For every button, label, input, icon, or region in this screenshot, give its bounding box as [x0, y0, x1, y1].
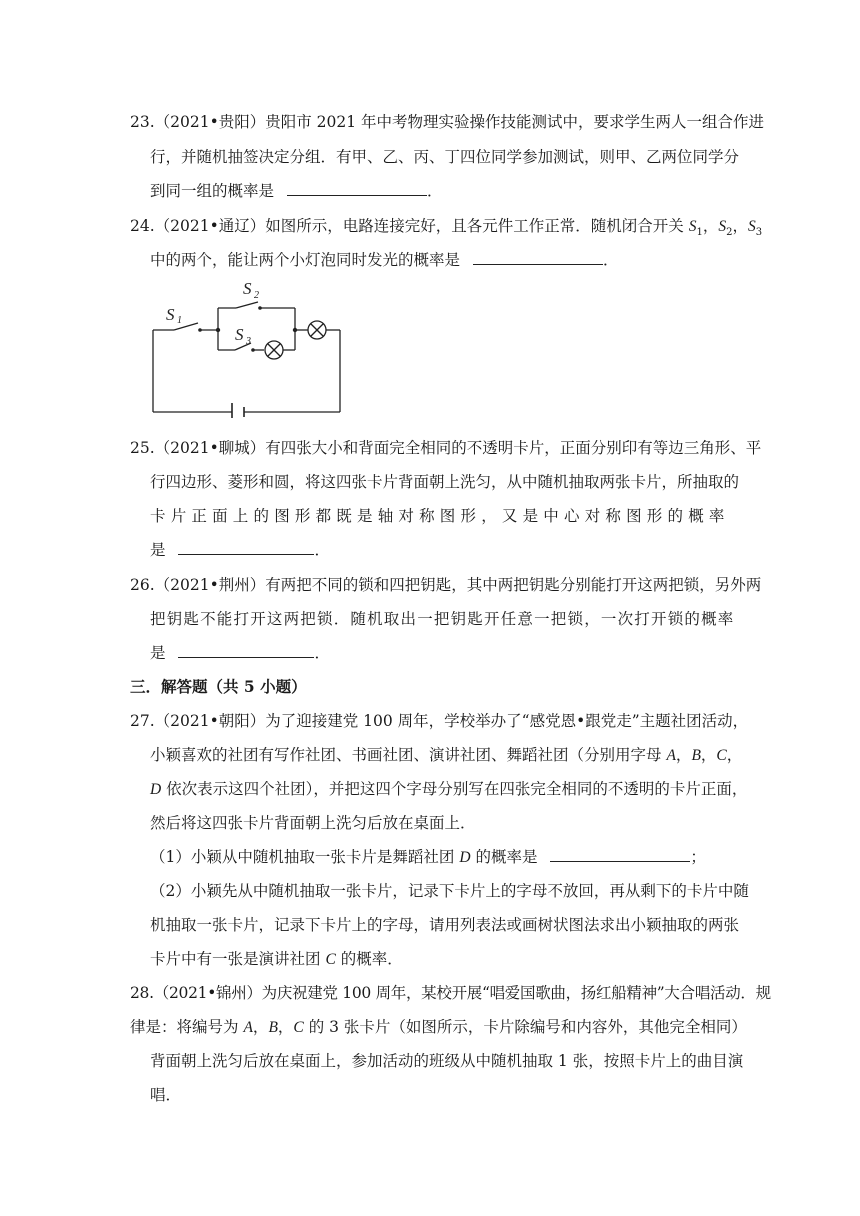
switch-s3-sub: 3	[755, 227, 763, 239]
q26-answer-blank[interactable]	[178, 643, 314, 658]
q23-line-3	[150, 181, 442, 201]
q25-line-2: 行四边形、菱形和圆，将这四张卡片背面朝上洗匀，从中随机抽取两张卡片，所抽取的	[150, 473, 740, 491]
q27-part-1-text-2: 的概率是	[475, 848, 538, 866]
circuit-diagram	[140, 278, 350, 418]
q27-part-2-line-3	[150, 949, 403, 970]
q27-semicolon: ；	[690, 848, 706, 866]
q28-comma-2: ，	[277, 1018, 294, 1036]
q24-sep-2: ，	[732, 217, 748, 235]
switch-s1-sub: 1	[696, 227, 703, 239]
switch-s2-sub: 2	[726, 227, 733, 239]
q27-part-2-line-3-text: 卡片中有一张是演讲社团	[150, 950, 321, 968]
q28-line-2-text: 律是：将编号为	[130, 1018, 239, 1036]
q27-comma-1: ，	[675, 746, 692, 764]
q27-part-1	[150, 847, 706, 868]
q26-line-3-text: 是	[150, 644, 166, 662]
q23-period: ．	[426, 182, 443, 200]
q27-line-2	[150, 745, 742, 766]
q24-line-2-text: 中的两个，能让两个小灯泡同时发光的概率是	[150, 251, 461, 269]
q23-answer-blank[interactable]	[287, 181, 427, 196]
q23-line-2: 行，并随机抽签决定分组．有甲、乙、丙、丁四位同学参加测试，则甲、乙两位同学分	[150, 148, 740, 166]
junction-dot-left	[216, 328, 220, 332]
q26-period: ．	[314, 644, 330, 662]
q27-line-3	[150, 779, 747, 800]
diagram-label-s3: S	[235, 325, 244, 344]
q27-part-2-letter-c: C	[325, 951, 336, 968]
q27-part-2-line-3-text-2: 的概率．	[340, 950, 403, 968]
q24-period: ．	[602, 251, 619, 269]
switch-s2-contact	[258, 306, 262, 310]
q27-answer-blank[interactable]	[550, 847, 690, 862]
switch-s2-blade	[236, 302, 258, 308]
q28-letter-a: A	[243, 1019, 253, 1036]
q26-line-3	[150, 643, 330, 663]
q24-line-2	[150, 250, 618, 270]
switch-s3-contact	[251, 348, 255, 352]
q25-period: ．	[314, 541, 330, 559]
q24-line-1-text: 24.（2021•通辽）如图所示，电路连接完好，且各元件工作正常．随机闭合开关	[130, 217, 684, 235]
q27-part-1-letter-d: D	[459, 849, 471, 866]
switch-s3-label: S	[747, 218, 756, 235]
q25-line-4	[150, 540, 330, 560]
q23-line-3-text: 到同一组的概率是	[150, 182, 275, 200]
q23-line-1: 23.（2021•贵阳）贵阳市 2021 年中考物理实验操作技能测试中，要求学生两人一组合作进	[130, 113, 765, 131]
q28-letter-b: B	[268, 1019, 278, 1036]
diagram-label-s3-sub: 3	[246, 336, 251, 347]
q27-part-2-line-2: 机抽取一张卡片，记录下卡片上的字母，请用列表法或画树状图法求出小颖抽取的两张	[150, 916, 740, 934]
q27-part-2-line-1: （2）小颖先从中随机抽取一张卡片，记录下卡片上的字母不放回，再从剩下的卡片中随	[150, 882, 749, 900]
switch-s1-contact	[198, 328, 202, 332]
diagram-label-s1: S	[166, 305, 175, 324]
q26-line-1: 26.（2021•荆州）有两把不同的锁和四把钥匙，其中两把钥匙分别能打开这两把锁，另外两	[130, 576, 762, 594]
letter-c: C	[716, 747, 727, 764]
section-heading: 三．解答题（共 5 小题）	[130, 677, 307, 696]
q27-part-1-text: （1）小颖从中随机抽取一张卡片是舞蹈社团	[150, 848, 455, 866]
q25-line-1: 25.（2021•聊城）有四张大小和背面完全相同的不透明卡片，正面分别印有等边三角形、平	[130, 439, 762, 457]
q24-sep-1: ，	[702, 217, 719, 235]
q24-line-1	[130, 216, 762, 243]
q28-line-4: 唱．	[150, 1086, 182, 1104]
junction-dot-right	[293, 328, 297, 332]
q27-line-4: 然后将这四张卡片背面朝上洗匀后放在桌面上．	[150, 814, 476, 832]
q26-line-2: 把钥匙不能打开这两把锁．随机取出一把钥匙开任意一把锁，一次打开锁的概率	[150, 610, 735, 628]
q27-line-2-text: 小颖喜欢的社团有写作社团、书画社团、演讲社团、舞蹈社团（分别用字母	[150, 746, 662, 764]
diagram-label-s1-sub: 1	[177, 315, 182, 326]
q25-line-4-text: 是	[150, 541, 166, 559]
q28-letter-c: C	[293, 1019, 304, 1036]
letter-a: A	[666, 747, 676, 764]
letter-b: B	[691, 747, 701, 764]
q28-line-1: 28.（2021•锦州）为庆祝建党 100 周年，某校开展“唱爱国歌曲，扬红船精神”大合唱活动．规	[130, 984, 771, 1002]
q25-answer-blank[interactable]	[178, 540, 314, 555]
q28-line-2-text-2: 的 3 张卡片（如图所示，卡片除编号和内容外，其他完全相同）	[308, 1018, 747, 1036]
q28-comma-1: ，	[252, 1018, 269, 1036]
q25-line-3: 卡片正面上的图形都既是轴对称图形，又是中心对称图形的概率	[150, 507, 730, 525]
diagram-label-s2: S	[243, 279, 252, 298]
q27-line-3-text: 依次表示这四个社团），并把这四个字母分别写在四张完全相同的不透明的卡片正面，	[166, 780, 748, 798]
letter-d: D	[150, 781, 162, 798]
q27-comma-3: ，	[726, 746, 743, 764]
switch-s2-label: S	[718, 218, 727, 235]
switch-s1-label: S	[688, 218, 697, 235]
q28-line-3: 背面朝上洗匀后放在桌面上，参加活动的班级从中随机抽取 1 张，按照卡片上的曲目演	[150, 1052, 744, 1070]
q24-answer-blank[interactable]	[473, 250, 603, 265]
diagram-label-s2-sub: 2	[254, 290, 259, 301]
q27-line-1: 27.（2021•朝阳）为了迎接建党 100 周年，学校举办了“感党恩•跟党走”主题社团活动，	[130, 712, 749, 730]
q27-comma-2: ，	[700, 746, 717, 764]
q28-line-2	[130, 1017, 747, 1038]
